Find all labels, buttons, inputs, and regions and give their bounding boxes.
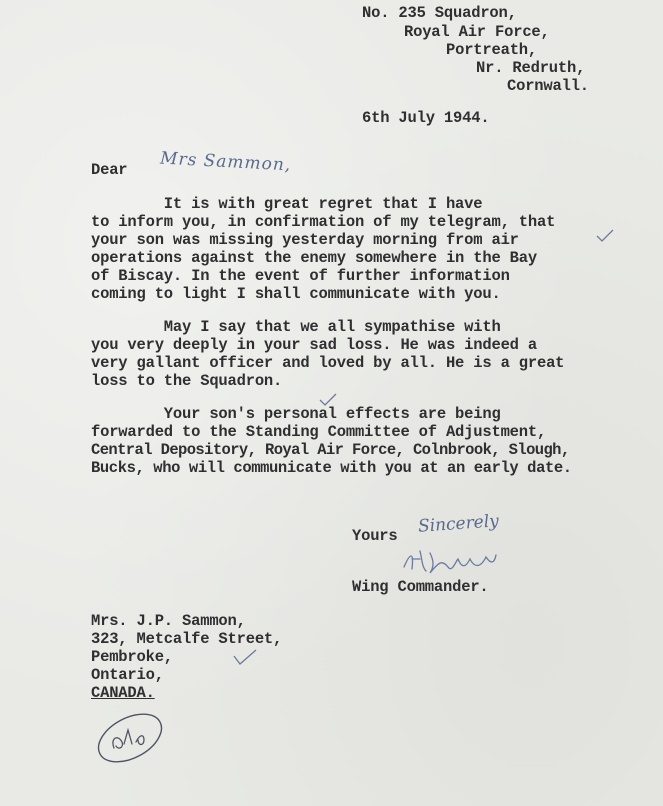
paragraph-2-line-3: very gallant officer and loved by all. He is a great — [91, 354, 565, 372]
sender-address-line-4: Nr. Redruth, — [476, 59, 586, 77]
salutation-handwritten: Mrs Sammon, — [159, 148, 292, 176]
signature — [400, 545, 500, 579]
paragraph-3-line-1: Your son's personal effects are being — [91, 405, 501, 423]
salutation-typed: Dear — [91, 161, 128, 179]
paragraph-1-line-2: to inform you, in confirmation of my telegram, that — [91, 213, 556, 231]
paragraph-1-line-4: operations against the enemy somewhere in the Bay — [91, 249, 537, 267]
recipient-address-line-2: 323, Metcalfe Street, — [91, 630, 283, 648]
paragraph-3-line-3: Central Depository, Royal Air Force, Colnbrook, Slough, — [91, 441, 570, 459]
paragraph-1-line-3: your son was missing yesterday morning from air — [91, 231, 519, 249]
paragraph-1-line-1: It is with great regret that I have — [91, 195, 483, 213]
paragraph-2-line-2: you very deeply in your sad loss. He was indeed a — [91, 336, 537, 354]
tick-mark-3 — [232, 648, 258, 668]
letter-date: 6th July 1944. — [362, 109, 490, 127]
sender-address-line-3: Portreath, — [446, 41, 538, 59]
closing-handwritten: Sincerely — [417, 511, 500, 537]
sender-address-line-1: No. 235 Squadron, — [362, 4, 517, 22]
paragraph-2-line-1: May I say that we all sympathise with — [91, 318, 501, 336]
recipient-address-line-1: Mrs. J.P. Sammon, — [91, 612, 246, 630]
paragraph-1-line-6: coming to light I shall communicate with you. — [91, 285, 501, 303]
recipient-address-line-4: Ontario, — [91, 666, 164, 684]
recipient-address-line-5: CANADA. — [91, 684, 155, 702]
sender-address-line-5: Cornwall. — [507, 77, 589, 95]
paragraph-2-line-4: loss to the Squadron. — [91, 372, 283, 390]
signatory-title: Wing Commander. — [352, 578, 489, 596]
tick-mark-2 — [318, 392, 338, 408]
tick-mark-1 — [595, 228, 615, 244]
recipient-address-line-3: Pembroke, — [91, 648, 173, 666]
closing-typed: Yours — [352, 527, 398, 545]
circled-stamp — [92, 708, 172, 768]
paragraph-3-line-2: forwarded to the Standing Committee of Adjustment, — [91, 423, 547, 441]
sender-address-line-2: Royal Air Force, — [404, 23, 550, 41]
paragraph-1-line-5: of Biscay. In the event of further information — [91, 267, 510, 285]
paragraph-3-line-4: Bucks, who will communicate with you at an early date. — [91, 459, 572, 477]
